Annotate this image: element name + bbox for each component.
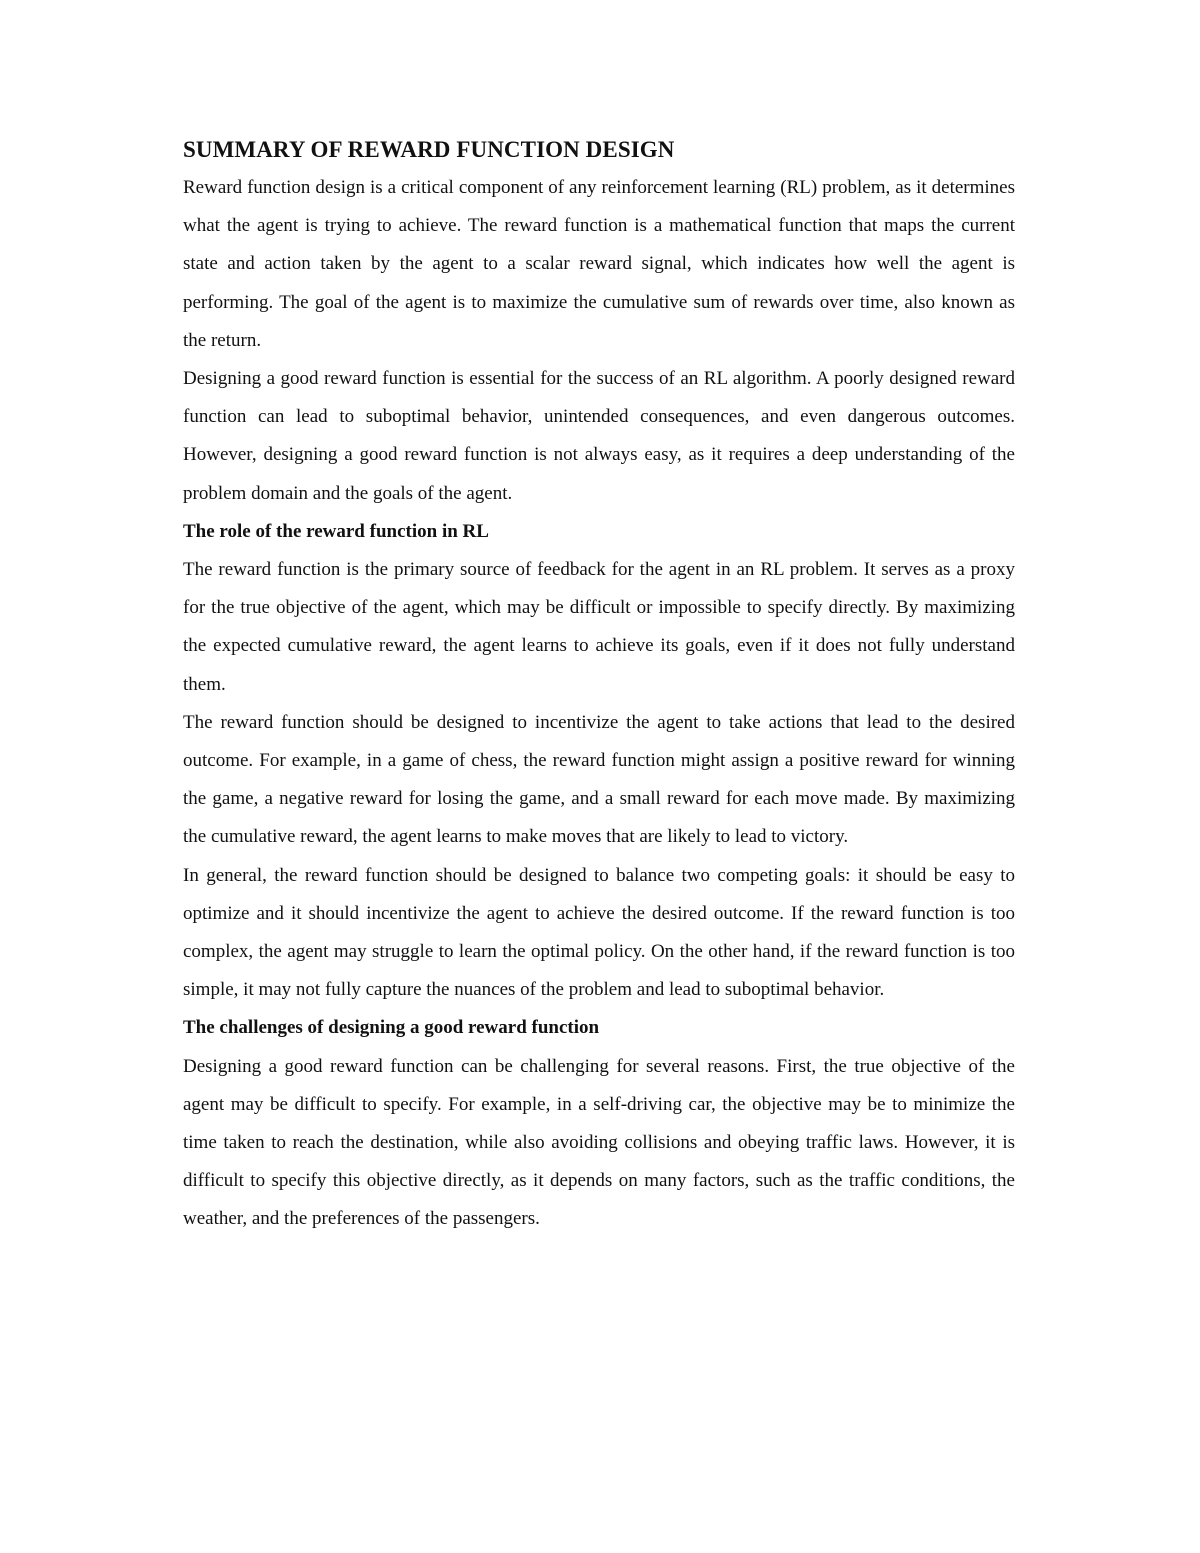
- paragraph-role-incentive: The reward function should be designed to incentivize the agent to take actions that lead to the desired outcome. For example, in a game of chess, the reward function might assign a positive reward for winning the game, a negative reward for losing the game, and a small reward for each move made. By maximizing the cumulative reward, the agent learns to make moves that are likely to lead to victory.: [183, 711, 1015, 848]
- section-heading-challenges: The challenges of designing a good reward function: [183, 1017, 600, 1039]
- paragraph-challenges: Designing a good reward function can be challenging for several reasons. First, the true objective of the agent may be difficult to specify. For example, in a self-driving car, the objective may be to minimize the time taken to reach the destination, while also avoiding collisions and obeying traffic laws. However, it is difficult to specify this objective directly, as it depends on many factors, such as the traffic conditions, the weather, and the preferences of the passengers.: [183, 1055, 1015, 1230]
- paragraph-role-feedback: The reward function is the primary source of feedback for the agent in an RL problem. It serves as a proxy for the true objective of the agent, which may be difficult or impossible to specify directly. By maximizing the expected cumulative reward, the agent learns to achieve its goals, even if it does not fully understand them.: [183, 559, 1015, 695]
- page-title: SUMMARY OF REWARD FUNCTION DESIGN: [183, 137, 675, 162]
- section-heading-role: The role of the reward function in RL: [183, 520, 489, 542]
- paragraph-design-importance: Designing a good reward function is essential for the success of an RL algorithm. A poorly designed reward function can lead to suboptimal behavior, unintended consequences, and even dangerous outcomes. However, designing a good reward function is not always easy, as it requires a deep understanding of the problem domain and the goals of the agent.: [183, 368, 1015, 504]
- document-body: [183, 131, 1015, 1239]
- paragraph-role-balance: In general, the reward function should be designed to balance two competing goals: it should be easy to optimize and it should incentivize the agent to achieve the desired outcome. If the reward function is too complex, the agent may struggle to learn the optimal policy. On the other hand, if the reward function is too simple, it may not fully capture the nuances of the problem and lead to suboptimal behavior.: [183, 864, 1015, 1001]
- paragraph-intro: Reward function design is a critical component of any reinforcement learning (RL) problem, as it determines what the agent is trying to achieve. The reward function is a mathematical function that maps the current state and action taken by the agent to a scalar reward signal, which indicates how well the agent is performing. The goal of the agent is to maximize the cumulative sum of rewards over time, also known as the return.: [183, 177, 1015, 351]
